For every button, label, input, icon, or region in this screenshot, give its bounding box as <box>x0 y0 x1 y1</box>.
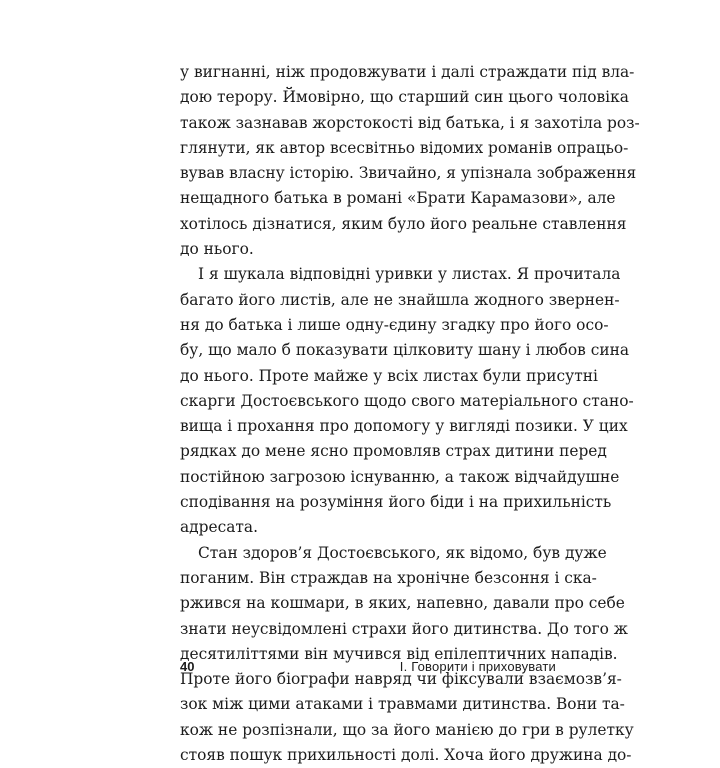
text-line: до нього. Проте майже у всіх листах були присутні <box>180 366 598 385</box>
text-line: ня до батька і лише одну-єдину згадку про його осо- <box>180 315 609 334</box>
text-line: до нього. <box>180 240 254 259</box>
text-line: стояв пошук прихильності долі. Хоча його дружина до- <box>180 746 632 765</box>
text-line: знати неусвідомлені страхи його дитинства. До того ж <box>180 619 628 638</box>
text-line: рядках до мене ясно промовляв страх дитини перед <box>180 442 607 461</box>
page-footer <box>180 659 556 679</box>
text-line: у вигнанні, ніж продовжувати і далі страждати під вла- <box>180 63 635 81</box>
text-line: багато його листів, але не знайшла жодного звернен- <box>180 290 620 309</box>
text-line: хотілось дізнатися, яким було його реальне ставлення <box>180 214 627 233</box>
text-line: бу, що мало б показувати цілковиту шану і любов сина <box>180 341 630 360</box>
text-line: І я шукала відповідні уривки у листах. Я прочитала <box>198 265 621 284</box>
text-line: кож не розпізнали, що за його манією до гри в рулетку <box>180 720 634 739</box>
text-line: ржився на кошмари, в яких, напевно, давали про себе <box>180 594 625 613</box>
paragraph <box>180 541 634 768</box>
text-line: поганим. Він страждав на хронічне безсоння і ска- <box>180 568 597 587</box>
paragraph <box>180 262 634 540</box>
text-line: скарги Достоєвського щодо свого матеріального стано- <box>180 391 634 410</box>
text-line: нещадного батька в романі «Брати Карамазови», але <box>180 189 616 208</box>
text-line: Стан здоров’я Достоєвського, як відомо, був дуже <box>198 543 607 562</box>
text-line: також зазнавав жорстокості від батька, і я захотіла роз- <box>180 113 640 132</box>
text-line: зок між цими атаками і травмами дитинства. Вони та- <box>180 695 625 714</box>
text-line: Проте його біографи навряд чи фіксували взаємозв’я- <box>180 670 622 689</box>
running-head: I. Говорити і приховувати <box>399 659 556 674</box>
paragraph <box>180 60 640 262</box>
text-line: десятиліттями він мучився від епілептичних нападів. <box>180 644 618 663</box>
text-line: сподівання на розуміння його біди і на прихильність <box>180 493 612 512</box>
text-line: дою терору. Ймовірно, що старший син цього чоловіка <box>180 88 629 107</box>
text-line: вища і прохання про допомогу у вигляді позики. У цих <box>180 417 628 436</box>
text-line: вував власну історію. Звичайно, я упізнала зображення <box>180 164 637 183</box>
page-number: 40 <box>180 659 195 674</box>
text-line: постійною загрозою існуванню, а також відчайдушне <box>180 467 620 486</box>
text-line: адресата. <box>180 518 258 537</box>
text-line: глянути, як автор всесвітньо відомих романів опрацьо- <box>180 138 629 157</box>
